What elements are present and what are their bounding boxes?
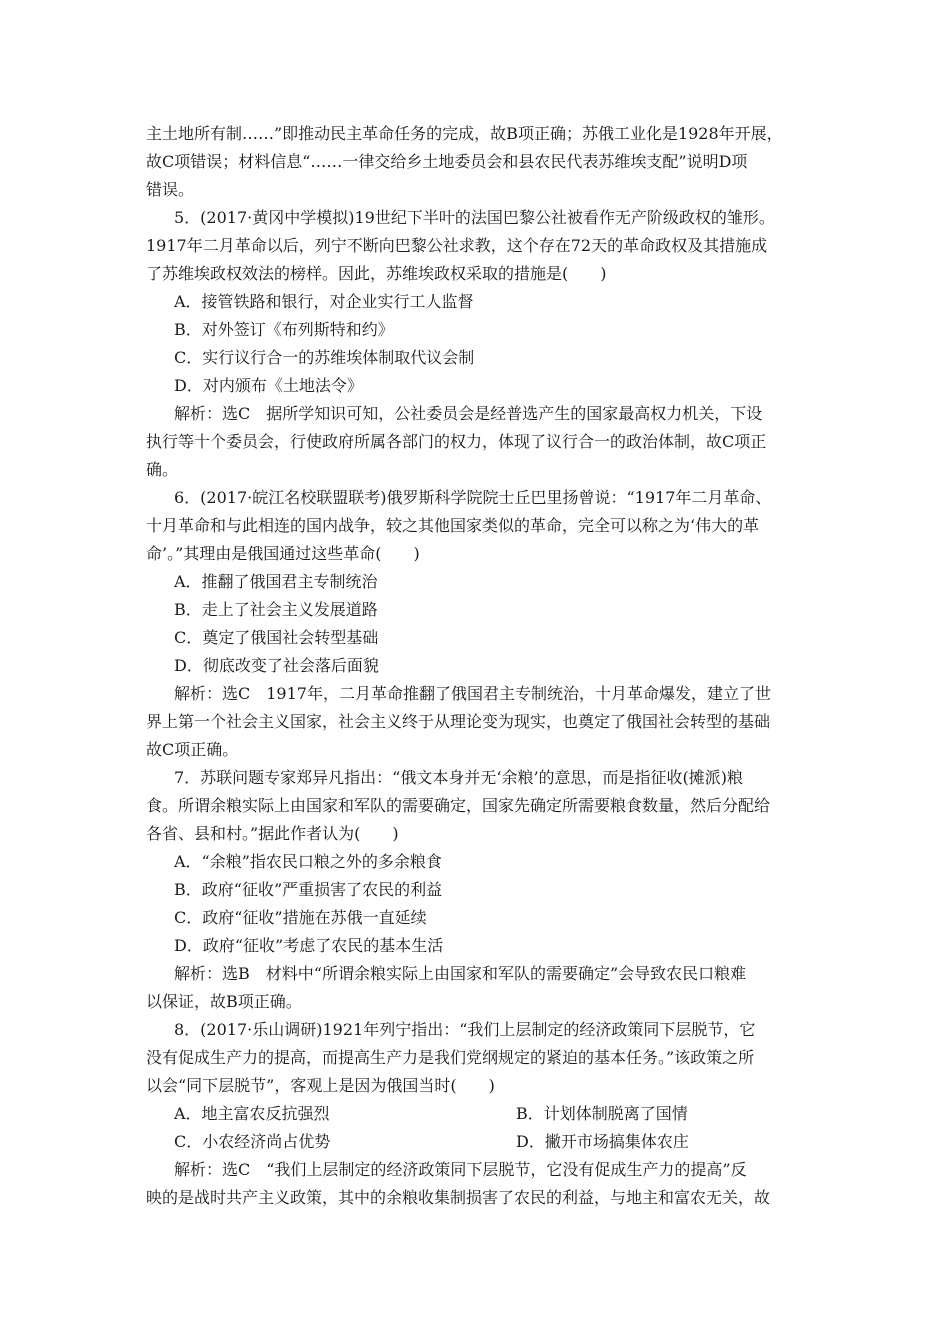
text-line: 故C项正确。	[146, 740, 239, 759]
text-line: 没有促成生产力的提高，而提高生产力是我们党纲规定的紧迫的基本任务。”该政策之所	[146, 1048, 755, 1067]
text-line: 以保证，故B项正确。	[146, 992, 302, 1011]
text-line: 确。	[146, 460, 179, 479]
text-line: 错误。	[146, 180, 195, 199]
question-5-explanation: 解析：选C 据所学知识可知，公社委员会是经普选产生的国家最高权力机关，下设	[174, 404, 763, 423]
text-line: 十月革命和与此相连的国内战争，较之其他国家类似的革命，完全可以称之为‘伟大的革	[146, 516, 760, 535]
question-5-option-a: A．接管铁路和银行，对企业实行工人监督	[174, 292, 474, 311]
question-7-option-c: C．政府“征收”措施在苏俄一直延续	[174, 908, 427, 927]
question-8-explanation: 解析：选C “我们上层制定的经济政策同下层脱节，它没有促成生产力的提高”反	[174, 1160, 747, 1179]
question-7-stem: 7．苏联问题专家郑异凡指出：“俄文本身并无‘余粮’的意思，而是指征收(摊派)粮	[174, 768, 744, 787]
text-line: 映的是战时共产主义政策，其中的余粮收集制损害了农民的利益，与地主和富农无关，故	[146, 1188, 771, 1207]
question-8-option-a: A．地主富农反抗强烈	[174, 1104, 330, 1123]
text-line: 执行等十个委员会，行使政府所属各部门的权力，体现了议行合一的政治体制，故C项正	[146, 432, 767, 451]
question-8-option-c: C．小农经济尚占优势	[174, 1132, 331, 1151]
text-line: 1917年二月革命以后，列宁不断向巴黎公社求教，这个存在72天的革命政权及其措施成	[146, 236, 768, 255]
question-6-option-b: B．走上了社会主义发展道路	[174, 600, 378, 619]
text-line: 了苏维埃政权效法的榜样。因此，苏维埃政权采取的措施是( )	[146, 264, 607, 283]
text-line: 界上第一个社会主义国家，社会主义终于从理论变为现实，也奠定了俄国社会转型的基础	[146, 712, 771, 731]
question-5-option-c: C．实行议行合一的苏维埃体制取代议会制	[174, 348, 475, 367]
question-6-explanation: 解析：选C 1917年，二月革命推翻了俄国君主专制统治，十月革命爆发，建立了世	[174, 684, 771, 703]
question-8-option-d: D．撇开市场搞集体农庄	[516, 1132, 689, 1151]
text-line: 主土地所有制……”即推动民主革命任务的完成，故B项正确；苏俄工业化是1928年开展，	[146, 124, 783, 143]
question-6-stem: 6．(2017·皖江名校联盟联考)俄罗斯科学院院士丘巴里扬曾说：“1917年二月革命、	[174, 488, 772, 507]
question-6-option-a: A．推翻了俄国君主专制统治	[174, 572, 378, 591]
text-line: 以会“同下层脱节”，客观上是因为俄国当时( )	[146, 1076, 495, 1095]
question-6-option-c: C．奠定了俄国社会转型基础	[174, 628, 379, 647]
question-7-option-d: D．政府“征收”考虑了农民的基本生活	[174, 936, 444, 955]
question-8-stem: 8．(2017·乐山调研)1921年列宁指出：“我们上层制定的经济政策同下层脱节，它	[174, 1020, 756, 1039]
text-line: 故C项错误；材料信息“……一律交给乡土地委员会和县农民代表苏维埃支配”说明D项	[146, 152, 748, 171]
text-line: 命’。”其理由是俄国通过这些革命( )	[146, 544, 420, 563]
question-6-option-d: D．彻底改变了社会落后面貌	[174, 656, 379, 675]
question-8-option-b: B．计划体制脱离了国情	[516, 1104, 688, 1123]
question-5-option-b: B．对外签订《布列斯特和约》	[174, 320, 394, 339]
question-5-stem: 5．(2017·黄冈中学模拟)19世纪下半叶的法国巴黎公社被看作无产阶级政权的雏形。	[174, 208, 775, 227]
question-7-explanation: 解析：选B 材料中“所谓余粮实际上由国家和军队的需要确定”会导致农民口粮难	[174, 964, 747, 983]
question-7-option-a: A．“余粮”指农民口粮之外的多余粮食	[174, 852, 442, 871]
text-line: 各省、县和村。”据此作者认为( )	[146, 824, 399, 843]
question-7-option-b: B．政府“征收”严重损害了农民的利益	[174, 880, 443, 899]
text-line: 食。所谓余粮实际上由国家和军队的需要确定，国家先确定所需要粮食数量，然后分配给	[146, 796, 771, 815]
question-5-option-d: D．对内颁布《土地法令》	[174, 376, 363, 395]
